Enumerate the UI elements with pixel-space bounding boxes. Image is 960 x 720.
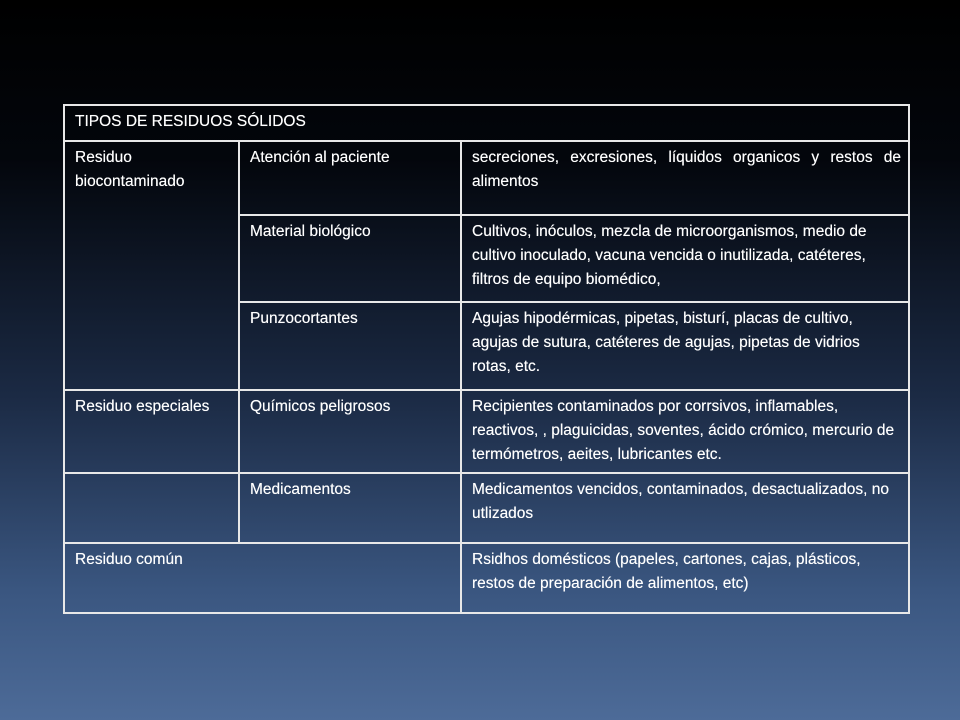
description-cell: Medicamentos vencidos, contaminados, desactualizados, no utlizados [461,473,909,543]
category-biocontaminado: Residuo biocontaminado [64,141,239,390]
description-cell: Rsidhos domésticos (papeles, cartones, cajas, plásticos, restos de preparación de alimentos, etc) [461,543,909,613]
description-cell: Agujas hipodérmicas, pipetas, bisturí, placas de cultivo, agujas de sutura, catéteres de agujas, pipetas de vidrios rotas, etc. [461,302,909,390]
description-cell: Recipientes contaminados por corrsivos, inflamables, reactivos, , plaguicidas, soventes, ácido crómico, mercurio de termómetros, aeites, lubricantes etc. [461,390,909,473]
category-especiales: Residuo especiales [64,390,239,473]
category-comun: Residuo común [64,543,461,613]
subtype-cell: Atención al paciente [239,141,461,215]
subtype-cell: Material biológico [239,215,461,302]
table-row [64,141,909,215]
table-row [64,543,909,613]
table-row [64,473,909,543]
subtype-cell: Químicos peligrosos [239,390,461,473]
table-header-row [64,105,909,141]
description-cell: Cultivos, inóculos, mezcla de microorganismos, medio de cultivo inoculado, vacuna vencida o inutilizada, catéteres, filtros de equipo biomédico, [461,215,909,302]
subtype-cell: Medicamentos [239,473,461,543]
description-cell: secreciones, excresiones, líquidos organicos y restos de alimentos [461,141,909,215]
table-title: TIPOS DE RESIDUOS SÓLIDOS [64,105,909,141]
table-row [64,390,909,473]
residuos-table [63,104,910,614]
subtype-cell: Punzocortantes [239,302,461,390]
empty-category-cell [64,473,239,543]
